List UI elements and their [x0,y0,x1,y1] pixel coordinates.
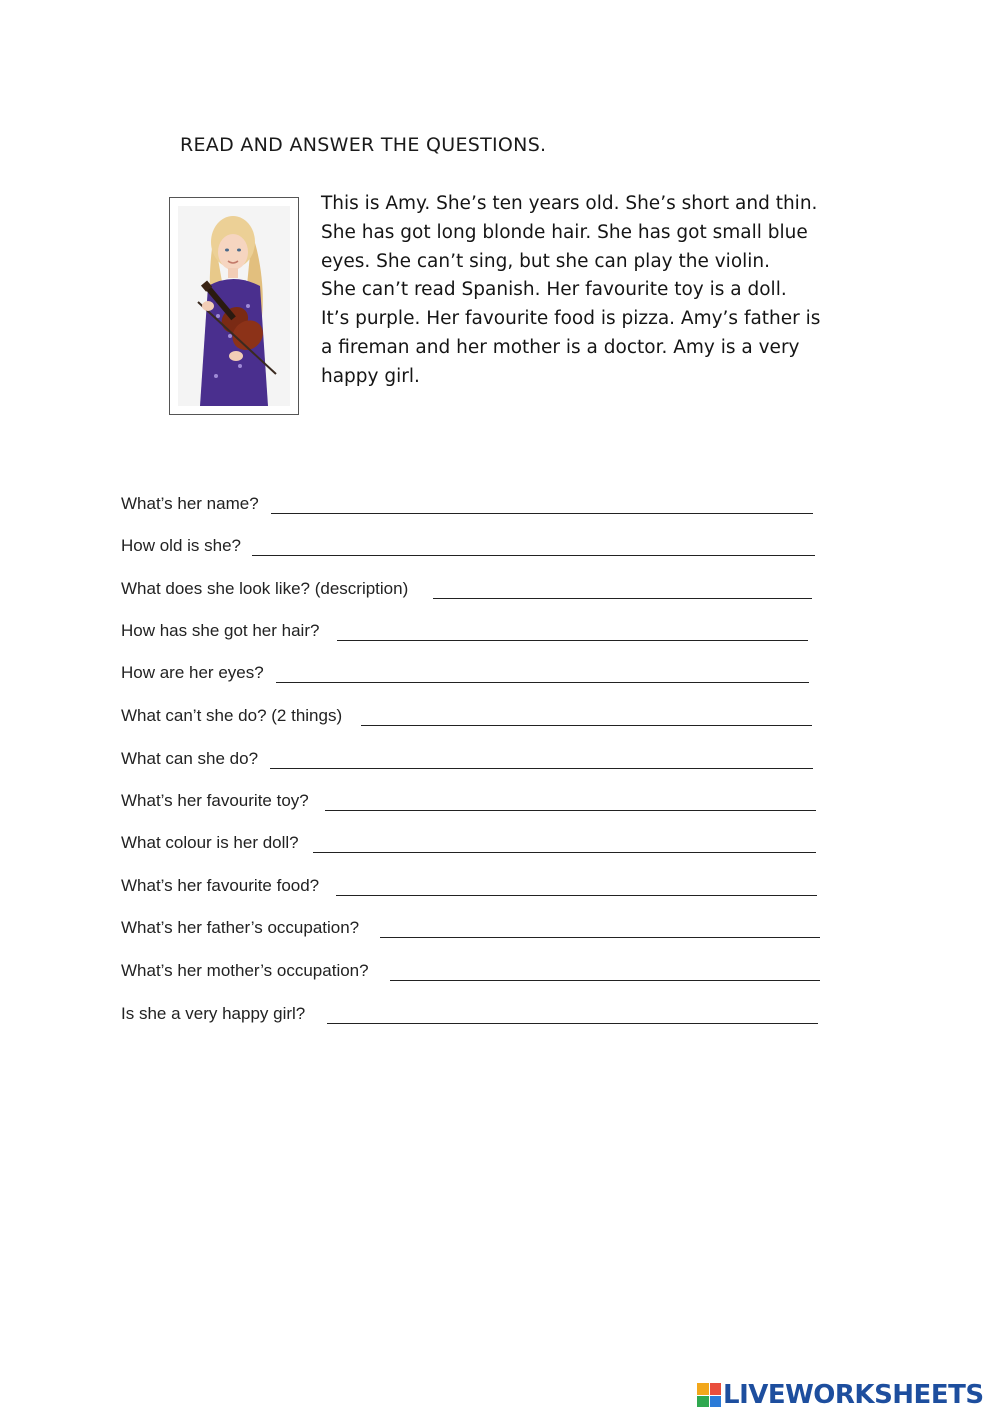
answer-blank[interactable] [313,852,816,853]
question-text: What’s her father’s occupation? [121,918,360,937]
question-row [121,791,309,815]
question-row [121,536,241,560]
question-text: What’s her mother’s occupation? [121,961,369,980]
answer-blank[interactable] [390,980,820,981]
question-text: What does she look like? (description) [121,579,409,598]
question-text: Is she a very happy girl? [121,1004,306,1023]
question-text: How are her eyes? [121,663,264,682]
question-text: What’s her favourite toy? [121,791,309,810]
question-row [121,494,259,518]
story-line: a fireman and her mother is a doctor. Amy is a very [321,336,800,358]
liveworksheets-logo-icon [697,1383,721,1407]
answer-blank[interactable] [276,682,809,683]
question-text: How has she got her hair? [121,621,320,640]
story-line: It’s purple. Her favourite food is pizza. Amy’s father is [321,308,821,330]
answer-blank[interactable] [337,640,808,641]
question-row [121,961,369,985]
answer-blank[interactable] [271,513,813,514]
question-text: What’s her name? [121,494,259,513]
answer-blank[interactable] [327,1023,818,1024]
worksheet-title: READ AND ANSWER THE QUESTIONS. [180,134,547,156]
story-line: happy girl. [321,365,420,387]
question-row [121,876,319,900]
question-row [121,663,264,687]
story-line: This is Amy. She’s ten years old. She’s short and thin. [321,193,818,214]
logo-square [697,1396,709,1408]
answer-blank[interactable] [336,895,817,896]
question-row [121,918,359,942]
question-text: What can she do? [121,749,259,768]
question-row [121,621,319,645]
brand-name: LIVEWORKSHEETS [723,1380,984,1410]
logo-square [697,1383,709,1395]
question-row [121,833,299,857]
girl-playing-violin-photo [178,206,290,406]
answer-blank[interactable] [325,810,816,811]
question-text: What can’t she do? (2 things) [121,706,343,725]
question-text: What colour is her doll? [121,833,299,852]
story-paragraph [321,190,881,392]
story-line: eyes. She can’t sing, but she can play the violin. [321,250,771,272]
story-line: She can’t read Spanish. Her favourite toy is a doll. [321,279,787,301]
logo-square [710,1383,722,1395]
answer-blank[interactable] [433,598,812,599]
question-text: What’s her favourite food? [121,876,320,895]
liveworksheets-brand[interactable] [697,1378,984,1412]
question-row [121,1004,305,1028]
answer-blank[interactable] [361,725,812,726]
question-row [121,749,258,773]
girl-photo-frame [169,197,299,415]
logo-square [710,1396,722,1408]
story-line: She has got long blonde hair. She has got small blue [321,221,808,243]
question-row [121,579,408,603]
answer-blank[interactable] [270,768,813,769]
answer-blank[interactable] [380,937,820,938]
answer-blank[interactable] [252,555,815,556]
question-row [121,706,342,730]
question-text: How old is she? [121,536,242,555]
